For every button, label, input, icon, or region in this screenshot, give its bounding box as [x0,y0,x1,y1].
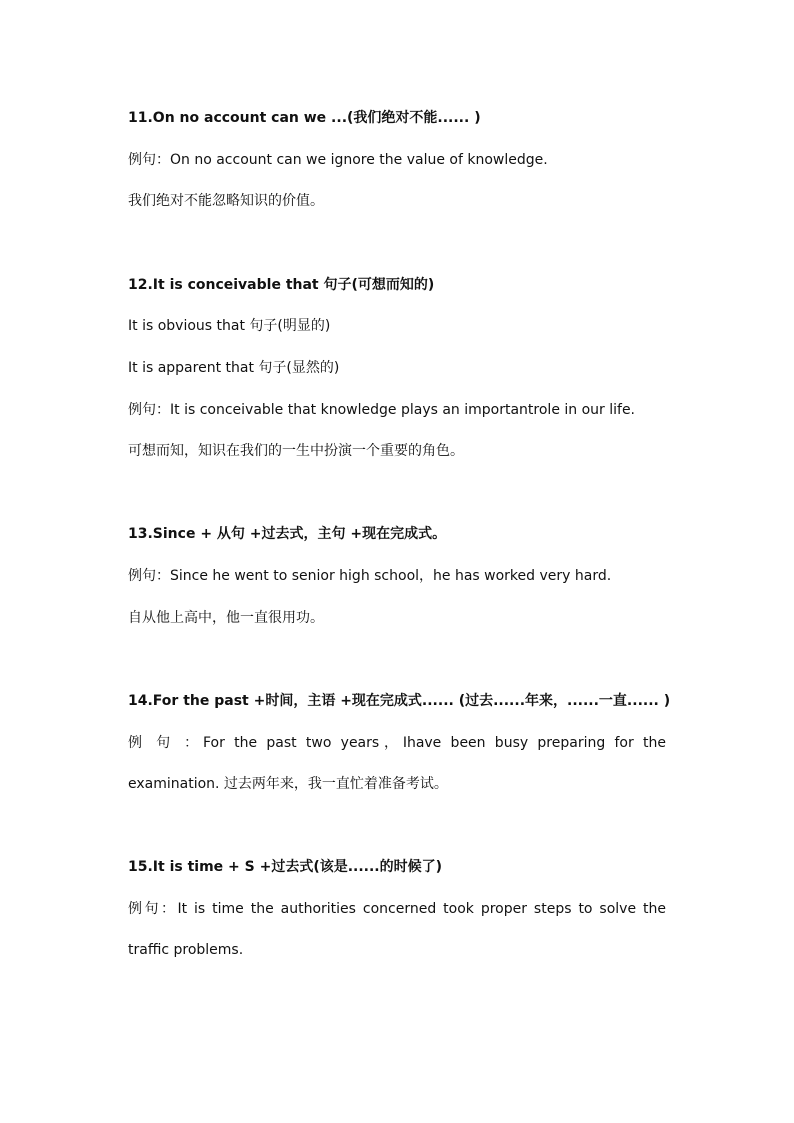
section-11-translation: 我们绝对不能忽略知识的价值。 [128,193,324,209]
section-12-translation: 可想而知，知识在我们的一生中扮演一个重要的角色。 [128,443,464,459]
section-11-heading: 11.On no account can we ...(我们绝对不能...... ) [128,110,481,126]
section-12-line-obvious: It is obvious that 句子(明显的) [128,318,331,334]
section-14-heading: 14.For the past +时间，主语 +现在完成式...... (过去......年来，......一直...... ) [128,693,671,709]
section-15-example-continued: traffic problems. [128,942,244,958]
section-12-example: 例句：It is conceivable that knowledge plays an importantrole in our life. [128,402,636,418]
section-14-example: 例 句 ：For the past two years，Ihave been busy preparing for the [128,735,666,751]
section-13-heading: 13.Since + 从句 +过去式，主句 +现在完成式。 [128,526,447,542]
section-15-example: 例句：It is time the authorities concerned took proper steps to solve the [128,901,666,917]
section-12-heading: 12.It is conceivable that 句子(可想而知的) [128,277,435,293]
section-15-heading: 15.It is time + S +过去式(该是......的时候了) [128,859,443,875]
section-14-example-continued: examination. 过去两年来，我一直忙着准备考试。 [128,776,448,792]
section-11-example: 例句：On no account can we ignore the value of knowledge. [128,152,548,168]
section-13-example: 例句：Since he went to senior high school，he has worked very hard. [128,568,612,584]
section-12-line-apparent: It is apparent that 句子(显然的) [128,360,340,376]
section-13-translation: 自从他上高中，他一直很用功。 [128,610,324,626]
